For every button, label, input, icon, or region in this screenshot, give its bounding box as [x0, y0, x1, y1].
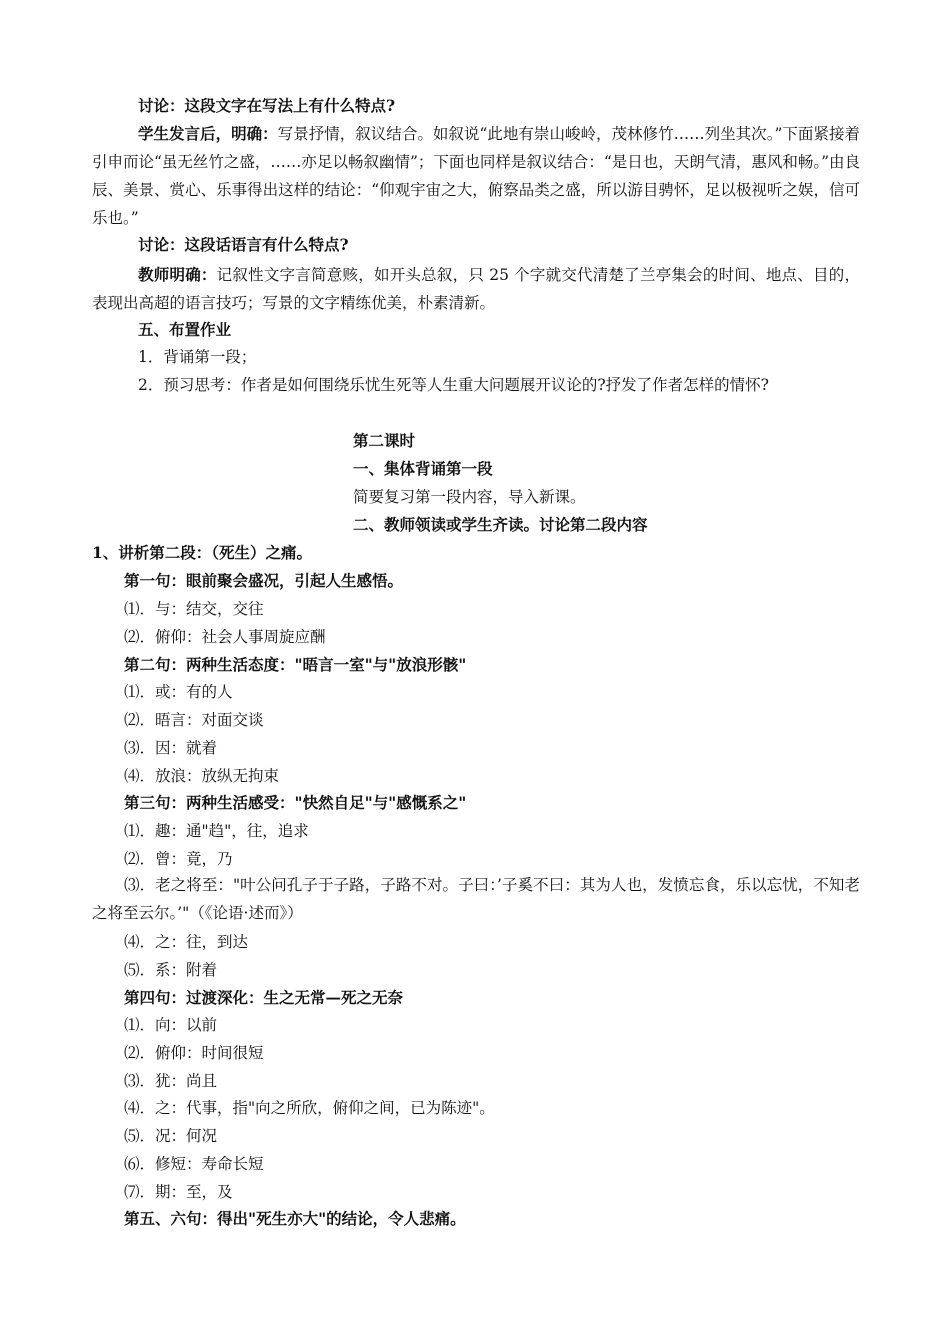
teacher-answer-lead: 教师明确： [138, 265, 217, 284]
note-item: ⑺．期：至，及 [124, 1183, 233, 1201]
note-item: ⑴．与：结交，交往 [124, 600, 264, 618]
student-answer-paragraph [92, 120, 860, 232]
discussion-language: 讨论：这段话语言有什么特点? [138, 235, 349, 254]
student-answer-lead: 学生发言后，明确： [138, 124, 278, 143]
homework-item-1: 1．背诵第一段； [138, 348, 257, 366]
note-item-long: ⑶．老之将至："叶公问孔子于子路，子路不对。子曰：’子奚不曰：其为人也，发愤忘食，乐以忘忧，不知老之将至云尔。’"（《论语·述而》） [92, 876, 860, 922]
sentence-2-heading: 第二句：两种生活态度："晤言一室"与"放浪形骸" [124, 655, 467, 674]
note-item: ⑵．晤言：对面交谈 [124, 711, 264, 729]
note-item: ⑶．因：就着 [124, 739, 218, 757]
student-answer-body: 写景抒情，叙议结合。如叙说“此地有崇山峻岭，茂林修竹……列坐其次。”下面紧接着引申而论“虽无丝竹之盛，……亦足以畅叙幽情”；下面也同样是叙议结合：“是日也，天朗气清，惠风和畅。”由良辰、美景、赏心、乐事得出这样的结论：“仰观宇宙之大，俯察品类之盛，所以游目骋怀，足以极视听之娱，信可乐也。” [92, 125, 860, 227]
homework-item-2: 2．预习思考：作者是如何围绕乐忧生死等人生重大问题展开议论的?抒发了作者怎样的情怀? [138, 376, 769, 394]
note-item: ⑴．向：以前 [124, 1016, 218, 1034]
teacher-answer-body: 记叙性文字言简意赅，如开头总叙，只 25 个字就交代清楚了兰亭集会的时间、地点、目的，表现出高超的语言技巧；写景的文字精练优美，朴素清新。 [92, 266, 860, 312]
homework-heading: 五、布置作业 [138, 320, 232, 339]
section-one-text: 简要复习第一段内容，导入新课。 [353, 488, 586, 506]
note-item: ⑵．曾：竟，乃 [124, 850, 233, 868]
sentence-3-heading: 第三句：两种生活感受："快然自足"与"感慨系之" [124, 793, 467, 812]
sentence-1-heading: 第一句：眼前聚会盛况，引起人生感悟。 [124, 571, 404, 590]
note-item: ⑶．犹：尚且 [124, 1072, 218, 1090]
note-item: ⑴．趣：通"趋"，往，追求 [124, 822, 309, 840]
note-item: ⑸．系：附着 [124, 961, 218, 979]
sentence-4-heading: 第四句：过渡深化：生之无常—死之无奈 [124, 988, 404, 1007]
second-lesson-title: 第二课时 [353, 431, 416, 450]
note-item: ⑸．况：何况 [124, 1127, 218, 1145]
note-item: ⑵．俯仰：时间很短 [124, 1044, 264, 1062]
sentence-5-6-heading: 第五、六句：得出"死生亦大"的结论，令人悲痛。 [124, 1209, 466, 1228]
discussion-writing-style: 讨论：这段文字在写法上有什么特点? [138, 96, 396, 115]
section-two-heading: 二、教师领读或学生齐读。讨论第二段内容 [353, 515, 648, 534]
note-item: ⑷．放浪：放纵无拘束 [124, 767, 280, 785]
note-item: ⑴．或：有的人 [124, 683, 233, 701]
paragraph-two-heading: 1、讲析第二段：（死生）之痛。 [92, 543, 313, 562]
note-item: ⑷．之：往，到达 [124, 933, 249, 951]
teacher-answer-paragraph [92, 261, 860, 317]
section-one-heading: 一、集体背诵第一段 [353, 459, 493, 478]
note-item: ⑹．修短：寿命长短 [124, 1155, 264, 1173]
note-item: ⑷．之：代事，指"向之所欣，俯仰之间，已为陈迹"。 [124, 1099, 495, 1117]
note-item: ⑵．俯仰：社会人事周旋应酬 [124, 628, 326, 646]
